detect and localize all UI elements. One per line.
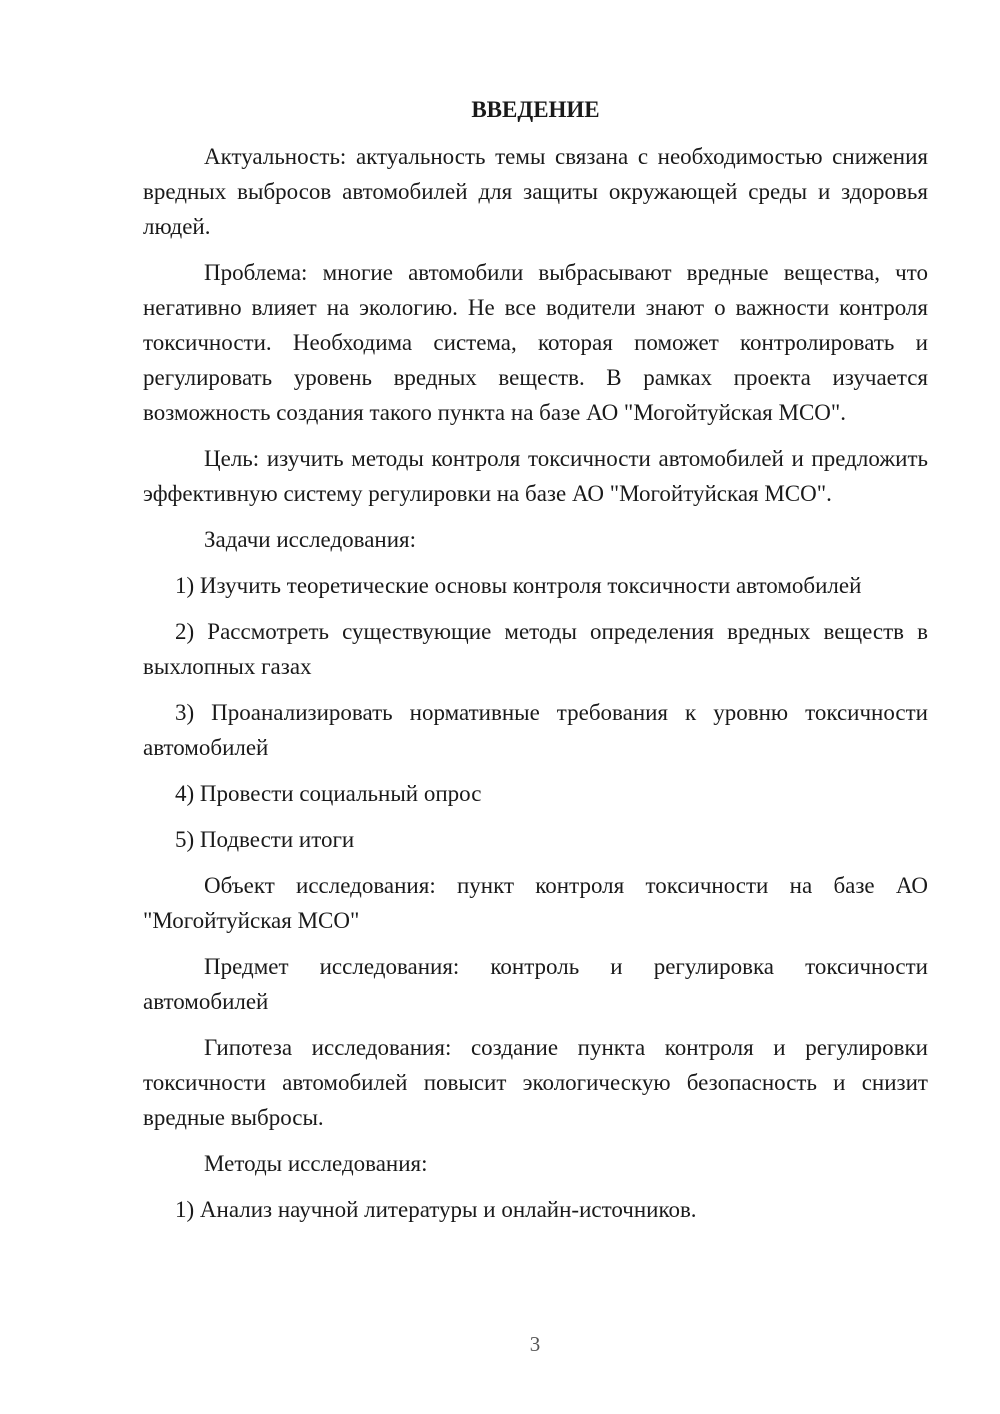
methods-title: Методы исследования: (204, 1151, 428, 1176)
section-heading: ВВЕДЕНИЕ (471, 97, 600, 122)
task-item-3: 3) Проанализировать нормативные требования к уровню токсичности автомобилей (143, 700, 928, 760)
page-content (143, 92, 928, 1238)
task-item-5: 5) Подвести итоги (175, 827, 355, 852)
relevance-paragraph: Актуальность: актуальность темы связана с необходимостью снижения вредных выбросов автомобилей для защиты окружающей среды и здоровья людей. (143, 144, 928, 239)
problem-paragraph: Проблема: многие автомобили выбрасывают вредные вещества, что негативно влияет на экологию. Не все водители знают о важности контроля токсичности. Необходима система, которая поможет контролировать и регулировать уровень вредных веществ. В рамках проекта изучается возможность создания такого пункта на базе АО "Могойтуйская МСО". (143, 260, 928, 425)
method-item-1: 1) Анализ научной литературы и онлайн-источников. (175, 1197, 697, 1222)
task-item-2: 2) Рассмотреть существующие методы определения вредных веществ в выхлопных газах (143, 619, 928, 679)
task-item-4: 4) Провести социальный опрос (175, 781, 482, 806)
tasks-title: Задачи исследования: (204, 527, 417, 552)
hypothesis-paragraph: Гипотеза исследования: создание пункта контроля и регулировки токсичности автомобилей повысит экологическую безопасность и снизит вредные выбросы. (143, 1035, 928, 1130)
object-paragraph: Объект исследования: пункт контроля токсичности на базе АО "Могойтуйская МСО" (143, 873, 928, 933)
page-number: 3 (529, 1332, 541, 1356)
subject-paragraph: Предмет исследования: контроль и регулировка токсичности автомобилей (143, 954, 928, 1014)
goal-paragraph: Цель: изучить методы контроля токсичности автомобилей и предложить эффективную систему регулировки на базе АО "Могойтуйская МСО". (143, 446, 928, 506)
task-item-1: 1) Изучить теоретические основы контроля токсичности автомобилей (175, 573, 862, 598)
